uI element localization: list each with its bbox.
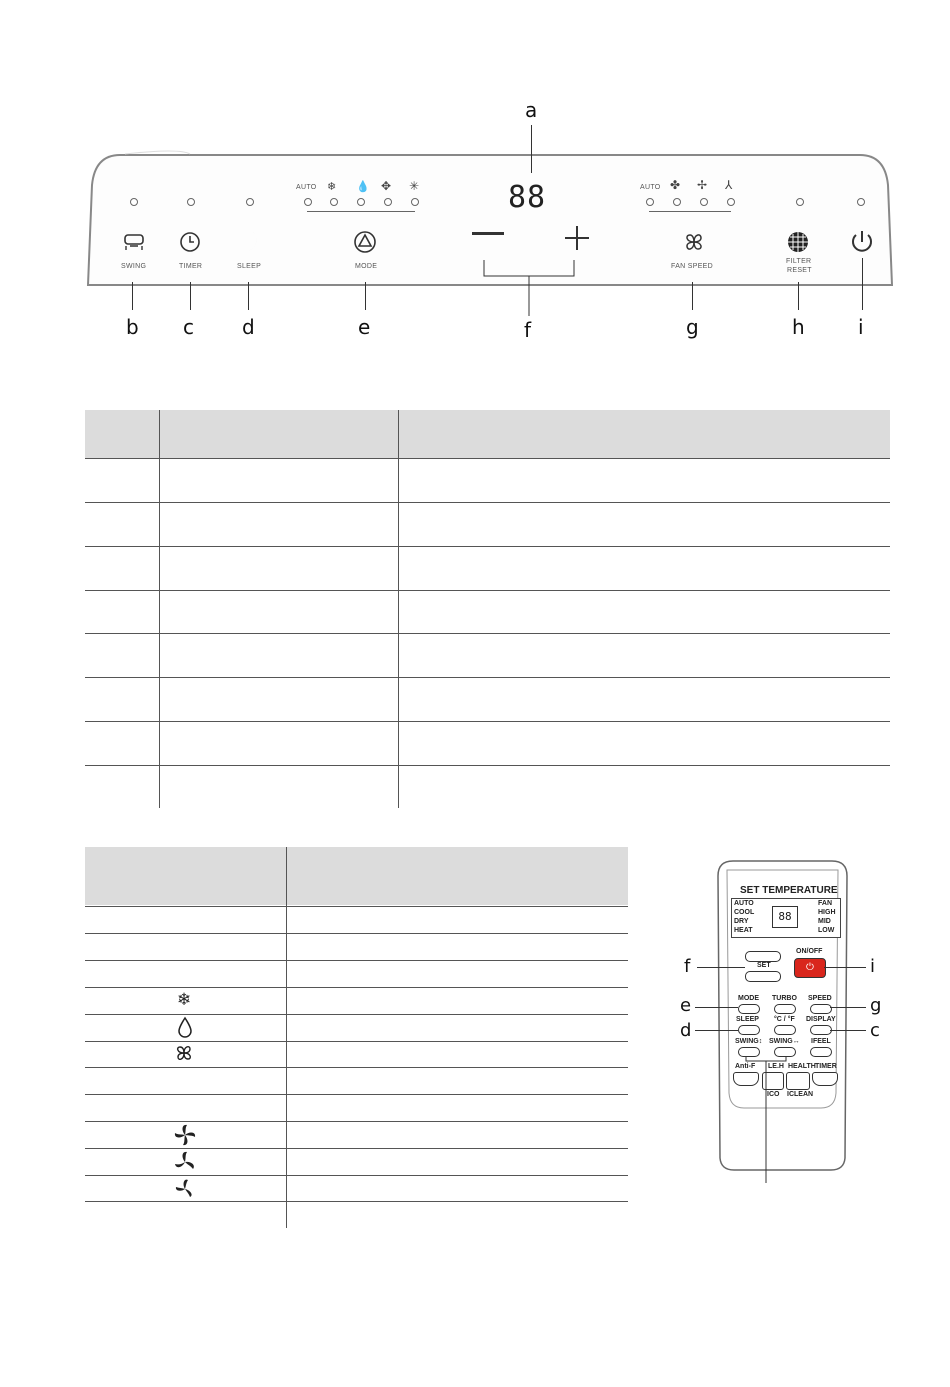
remote-callout-g: g	[870, 995, 882, 1016]
temperature-down-button[interactable]	[472, 232, 504, 235]
timer-icon[interactable]	[178, 230, 202, 254]
remote-callout-e-line	[695, 1007, 738, 1008]
indicator-row	[85, 1201, 628, 1202]
callout-e: e	[358, 315, 371, 339]
sleep-label: SLEEP	[237, 263, 262, 270]
filter-indicator	[796, 198, 804, 206]
remote-health-label: HEALTH	[788, 1063, 816, 1070]
remote-mode-cool: COOL	[734, 909, 755, 916]
fan-speed-label: FAN SPEED	[671, 263, 713, 270]
remote-callout-e: e	[680, 995, 692, 1016]
mode-auto-label: AUTO	[296, 184, 317, 191]
fan-speed-icon[interactable]	[681, 229, 707, 255]
power-indicator	[857, 198, 865, 206]
dry-icon	[177, 1016, 193, 1038]
indicator-row	[85, 1148, 628, 1149]
table-row	[85, 502, 890, 503]
remote-mode-auto: AUTO	[734, 900, 754, 907]
swing-indicator	[130, 198, 138, 206]
cool-icon: ❄	[327, 180, 337, 193]
remote-turbo-label: TURBO	[772, 995, 797, 1002]
remote-onoff-label: ON/OFF	[796, 948, 823, 955]
mode-label: MODE	[355, 263, 378, 270]
remote-callout-f-line	[697, 967, 745, 968]
remote-display-button[interactable]	[810, 1025, 832, 1035]
fan-bracket	[649, 211, 731, 212]
remote-sleep-label: SLEEP	[736, 1016, 759, 1023]
remote-cf-button[interactable]	[774, 1025, 796, 1035]
indicator-row	[85, 1121, 628, 1122]
remote-speed-label: SPEED	[808, 995, 832, 1002]
remote-title: SET TEMPERATURE	[740, 885, 838, 896]
remote-fan-low: LOW	[818, 927, 835, 934]
remote-display-label: DISPLAY	[806, 1016, 836, 1023]
remote-ifeel-label: IFEEL	[811, 1038, 831, 1045]
heat-icon: ✳	[409, 179, 420, 193]
callout-i: i	[858, 315, 864, 339]
indicator-row	[85, 1041, 628, 1042]
remote-callout-f: f	[684, 956, 691, 977]
table-header	[85, 410, 890, 458]
remote-callout-g-line	[830, 1007, 866, 1008]
power-icon[interactable]	[848, 228, 876, 256]
remote-iclean-label: ICLEAN	[787, 1091, 814, 1098]
indicator-row	[85, 987, 628, 988]
remote-timer-button[interactable]	[812, 1072, 838, 1086]
filter-reset-icon[interactable]	[786, 230, 810, 254]
indicator-table-header	[85, 847, 628, 905]
remote-callout-i: i	[870, 956, 876, 977]
remote-callout-d-line	[695, 1030, 738, 1031]
fan-indicator-dot	[727, 198, 735, 206]
remote-fan-high: HIGH	[818, 909, 836, 916]
fan-mid-icon	[172, 1149, 198, 1175]
remote-timer-label: TIMER	[815, 1063, 837, 1070]
callout-d-line	[248, 282, 249, 310]
fan-high-icon: ✤	[670, 178, 681, 192]
callout-c-line	[190, 282, 191, 310]
indicator-row	[85, 960, 628, 961]
fan-indicator-dot	[646, 198, 654, 206]
callout-d: d	[242, 315, 255, 339]
callout-g: g	[686, 315, 699, 339]
temperature-up-button[interactable]	[563, 224, 591, 252]
callout-a: a	[525, 98, 538, 122]
swing-label: SWING	[121, 263, 147, 270]
swing-icon[interactable]	[122, 232, 146, 252]
table-row	[85, 546, 890, 547]
callout-g-line	[692, 282, 693, 310]
fan-high-icon	[172, 1122, 198, 1148]
remote-antif-label: Anti-F	[735, 1063, 756, 1070]
mode-bracket	[307, 211, 415, 212]
callout-f: f	[524, 318, 532, 342]
remote-callout-c-line	[830, 1030, 866, 1031]
fan-icon: ✥	[381, 179, 392, 193]
fan-auto-label: AUTO	[640, 184, 661, 191]
remote-callout-d: d	[680, 1020, 692, 1041]
callout-h-line	[798, 282, 799, 310]
table-row	[85, 721, 890, 722]
remote-cf-label: °C / °F	[774, 1016, 795, 1023]
remote-swing-h-label: SWING↔	[769, 1038, 800, 1045]
callout-c: c	[183, 315, 194, 339]
table-row	[85, 458, 890, 459]
remote-swing-v-label: SWING↕	[735, 1038, 763, 1045]
remote-mode-dry: DRY	[734, 918, 749, 925]
table-row	[85, 765, 890, 766]
indicator-row	[85, 906, 628, 907]
fan-indicator-dot	[700, 198, 708, 206]
remote-mode-label: MODE	[738, 995, 759, 1002]
remote-fan-mid: MID	[818, 918, 831, 925]
remote-turbo-button[interactable]	[774, 1004, 796, 1014]
mode-indicator-dot	[330, 198, 338, 206]
fan-mid-icon: ✢	[697, 178, 708, 192]
table-row	[85, 677, 890, 678]
filter-label: FILTER	[786, 258, 812, 265]
indicator-row	[85, 1094, 628, 1095]
indicator-row	[85, 1175, 628, 1176]
mode-indicator-dot	[304, 198, 312, 206]
remote-callout-i-line	[824, 967, 866, 968]
timer-indicator	[187, 198, 195, 206]
callout-i-line	[862, 258, 863, 310]
remote-up-button[interactable]	[745, 951, 781, 962]
callout-b-line	[132, 282, 133, 310]
callout-e-line	[365, 282, 366, 310]
remote-sleep-button[interactable]	[738, 1025, 760, 1035]
reset-label: RESET	[787, 267, 812, 274]
remote-mode-heat: HEAT	[734, 927, 753, 934]
cool-icon: ❄	[177, 990, 192, 1010]
table-column-divider	[398, 410, 399, 808]
remote-lcd-digits: 88	[772, 906, 798, 928]
remote-set-label: SET	[757, 962, 771, 969]
indicator-row	[85, 933, 628, 934]
table-column-divider	[159, 410, 160, 808]
mode-indicator-dot	[384, 198, 392, 206]
remote-power-button[interactable]: ⏻	[794, 958, 826, 978]
callout-h: h	[792, 315, 805, 339]
table-row	[85, 590, 890, 591]
mode-icon[interactable]	[352, 229, 378, 255]
callout-b: b	[126, 315, 139, 339]
callout-f-bracket	[482, 258, 578, 318]
remote-ico-label: ICO	[767, 1091, 780, 1098]
callout-a-line	[531, 125, 532, 173]
indicator-table-divider	[286, 847, 287, 1228]
remote-fan-label: FAN	[818, 900, 832, 907]
dry-icon: 💧	[356, 180, 370, 193]
fan-low-icon	[172, 1176, 198, 1202]
timer-label: TIMER	[179, 263, 203, 270]
indicator-row	[85, 1067, 628, 1068]
remote-mode-button[interactable]	[738, 1004, 760, 1014]
remote-speed-button[interactable]	[810, 1004, 832, 1014]
mode-indicator-dot	[411, 198, 419, 206]
sleep-indicator	[246, 198, 254, 206]
fan-indicator-dot	[673, 198, 681, 206]
remote-ifeel-button[interactable]	[810, 1047, 832, 1057]
remote-health-button[interactable]	[786, 1072, 810, 1090]
indicator-row	[85, 1014, 628, 1015]
temperature-display: 88	[508, 180, 547, 215]
remote-leh-label: LE.H	[768, 1063, 784, 1070]
remote-callout-c: c	[870, 1020, 880, 1041]
fan-icon	[173, 1042, 195, 1064]
moon-icon[interactable]	[236, 229, 260, 255]
remote-swing-bracket	[744, 1055, 788, 1185]
remote-down-button[interactable]	[745, 971, 781, 982]
mode-indicator-dot	[357, 198, 365, 206]
table-row	[85, 633, 890, 634]
fan-low-icon: ⅄	[725, 178, 733, 192]
